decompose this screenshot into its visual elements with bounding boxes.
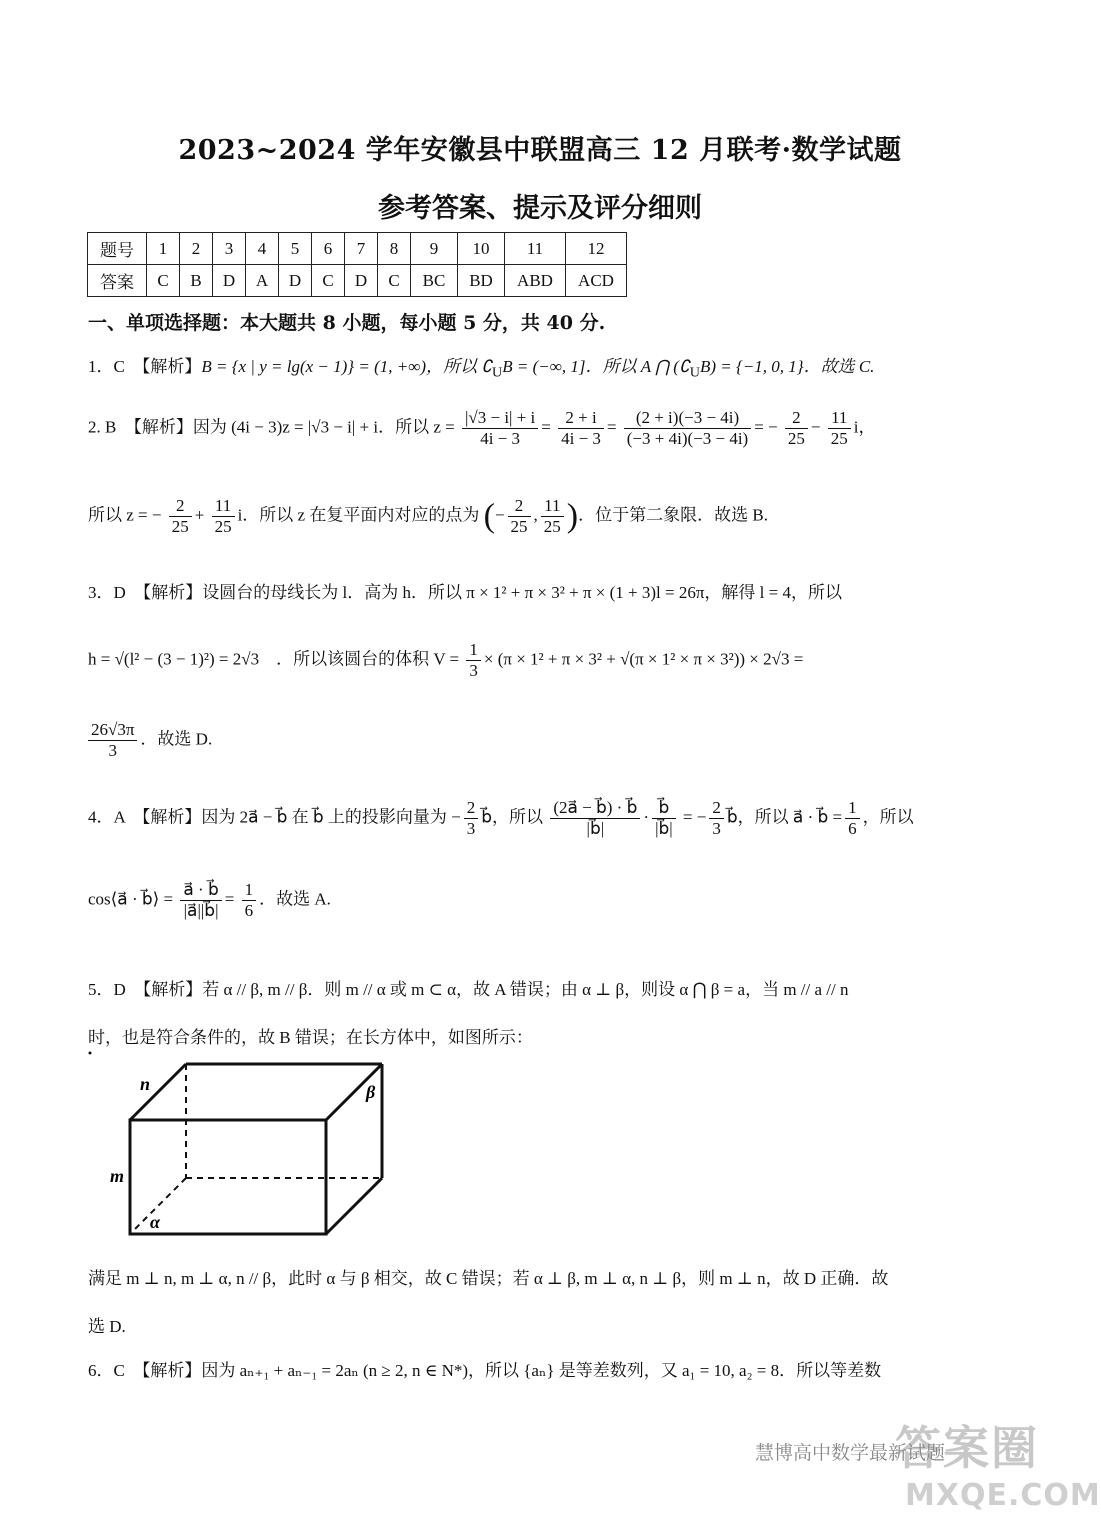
fraction: $\frac{2}{3}$	[709, 798, 724, 839]
q1-text: B = {x | y = lg(x − 1)} = (1, +∞)，所以 ∁	[201, 357, 493, 376]
table-cell: 6	[312, 233, 345, 265]
label-m: m	[110, 1166, 125, 1186]
question-3: 3．D 【解析】设圆台的母线长为 l．高为 h．所以 π × 1² + π × 3² + π × (1 + 3)l = 26π，解得 l = 4，所以	[88, 583, 842, 602]
table-cell: C	[147, 265, 180, 297]
fraction: $\frac{a⃗ \cdot b⃗}{|a⃗||b⃗|}$	[180, 880, 221, 921]
table-cell: BC	[411, 265, 458, 297]
table-cell: 10	[458, 233, 505, 265]
table-cell: 1	[147, 233, 180, 265]
question-2-line-2: 所以 z = − $\frac{2}{25}$ + $\frac{11}{25}$ i．所以 z 在复平面内对应的点为 (− $\frac{2}{25}$ , $\frac{11}{25}$ )．位于第二象限．故选 B.	[88, 496, 768, 536]
fraction: $\frac{1}{3}$	[466, 640, 481, 681]
table-header-answer: 答案	[88, 265, 147, 297]
cuboid-diagram	[88, 1050, 408, 1240]
table-cell: ACD	[566, 265, 627, 297]
q2-pre: 因为 (4i − 3)z = |√3 − i| + i．所以 z =	[192, 417, 455, 437]
table-cell: ABD	[505, 265, 566, 297]
q1-text2: B = (−∞, 1]．所以 A ⋂ (∁	[502, 357, 690, 376]
fraction: $\frac{2}{25}$	[508, 496, 531, 537]
table-cell: D	[213, 265, 246, 297]
question-5-line-2: 时，也是符合条件的，故 B 错误；在长方体中，如图所示：	[88, 1028, 533, 1047]
question-3-line-3: $\frac{26√3\pi}{3}$ ．故选 D.	[88, 720, 212, 761]
watermark-site: MXQE.COM	[905, 1478, 1101, 1513]
fraction: $\frac{11}{25}$	[541, 496, 564, 537]
q1-sub: U	[492, 364, 503, 381]
watermark-logo: 答案圈	[895, 1421, 1039, 1475]
question-6: 6．C 【解析】因为 aₙ₊₁ + aₙ₋₁ = 2aₙ (n ≥ 2, n ∈ N*)，所以 {aₙ} 是等差数列，又 a₁ = 10, a₂ = 8．所以等差数	[88, 1361, 882, 1380]
fraction: $\frac{1}{6}$	[242, 880, 257, 921]
fraction: $\frac{(2 + i)(-3 - 4i)}{(-3 + 4i)(-3 - 4i)}$	[624, 408, 751, 449]
question-2: 2. B 【解析】因为 (4i − 3)z = |√3 − i| + i．所以 z = $\frac{|√3 - i| + i}{4i - 3}$ = $\frac{2 + i}{4i - 3}$ = $\frac{(2 + i)(-3 - 4i)}{(-3 + 4i)(-3 - 4i)}$ = − $\frac{2}{25}$ − $\frac{11}{25}$ i，	[88, 408, 876, 448]
table-cell: BD	[458, 265, 505, 297]
table-header-number: 题号	[88, 233, 147, 265]
q1-sub2: U	[689, 364, 700, 381]
watermark-wechat: 慧博高中数学最新试题	[755, 1442, 946, 1464]
table-cell: 2	[180, 233, 213, 265]
table-cell: B	[180, 265, 213, 297]
answer-table-number-row	[88, 233, 627, 265]
section-heading: 一、单项选择题：本大题共 8 小题，每小题 5 分，共 40 分.	[88, 312, 606, 334]
question-1	[88, 352, 874, 381]
fraction: $\frac{(2a⃗ - b⃗) \cdot b⃗}{|b⃗|}$	[550, 798, 640, 839]
fraction: $\frac{2 + i}{4i - 3}$	[558, 408, 604, 449]
table-cell: D	[279, 265, 312, 297]
fraction: $\frac{2}{3}$	[464, 798, 479, 839]
table-cell: 8	[378, 233, 411, 265]
question-5-line-3: 满足 m ⊥ n, m ⊥ α, n // β，此时 α 与 β 相交，故 C 错误；若 α ⊥ β, m ⊥ α, n ⊥ β，则 m ⊥ n，故 D 正确．故	[88, 1269, 889, 1288]
question-5-line-4: 选 D.	[88, 1317, 126, 1336]
fraction: $\frac{2}{25}$	[169, 496, 192, 537]
q2-head: 2. B 【解析】	[88, 417, 193, 437]
question-3-line-2: h = √(l² − (3 − 1)²) = 2√3 ．所以该圆台的体积 V = $\frac{1}{3}$ × (π × 1² + π × 3² + √(π × 1² × π × 3²)) × 2√3 =	[88, 640, 804, 680]
table-cell: 3	[213, 233, 246, 265]
page-subtitle: 参考答案、提示及评分细则	[378, 193, 702, 224]
label-beta: β	[366, 1082, 376, 1102]
question-4-line-2: cos⟨a⃗ · b⃗⟩ = $\frac{a⃗ \cdot b⃗}{|a⃗||b⃗|}$ = $\frac{1}{6}$ ．故选 A.	[88, 880, 331, 920]
answer-table-answer-row	[88, 265, 627, 297]
page-title: 2023~2024 学年安徽县中联盟高三 12 月联考·数学试题	[178, 135, 902, 166]
fraction: $\frac{26√3\pi}{3}$	[88, 720, 137, 761]
table-cell: C	[312, 265, 345, 297]
q1-text3: B) = {−1, 0, 1}．故选 C.	[700, 357, 875, 376]
label-alpha: α	[150, 1212, 160, 1232]
answer-table	[87, 232, 627, 297]
table-cell: 11	[505, 233, 566, 265]
table-cell: 12	[566, 233, 627, 265]
label-n: n	[140, 1074, 151, 1094]
fraction: $\frac{b⃗}{|b⃗|}$	[652, 798, 676, 839]
question-5: 5．D 【解析】若 α // β, m // β．则 m // α 或 m ⊂ α，故 A 错误；由 α ⊥ β，则设 α ⋂ β = a，当 m // a // n	[88, 980, 849, 999]
fraction: $\frac{11}{25}$	[212, 496, 235, 537]
fraction: $\frac{1}{6}$	[845, 798, 860, 839]
table-cell: 7	[345, 233, 378, 265]
fraction: $\frac{2}{25}$	[785, 408, 808, 449]
cuboid-figure	[88, 1050, 408, 1244]
table-cell: 4	[246, 233, 279, 265]
question-4: 4．A 【解析】因为 2a⃗ − b⃗ 在 b⃗ 上的投影向量为 − $\frac{2}{3}$ b⃗，所以 $\frac{(2a⃗ - b⃗) \cdot b⃗}{|b⃗|}$ · $\frac{b⃗}{|b⃗|}$ = − $\frac{2}{3}$ b⃗，所以 a⃗ · b⃗ = $\frac{1}{6}$ ，所以	[88, 798, 914, 838]
fraction: $\frac{11}{25}$	[828, 408, 851, 449]
table-cell: A	[246, 265, 279, 297]
q1-head: 1．C 【解析】	[88, 357, 202, 376]
fraction: $\frac{|√3 - i| + i}{4i - 3}$	[462, 408, 538, 449]
table-cell: 9	[411, 233, 458, 265]
table-cell: D	[345, 265, 378, 297]
table-cell: C	[378, 265, 411, 297]
table-cell: 5	[279, 233, 312, 265]
